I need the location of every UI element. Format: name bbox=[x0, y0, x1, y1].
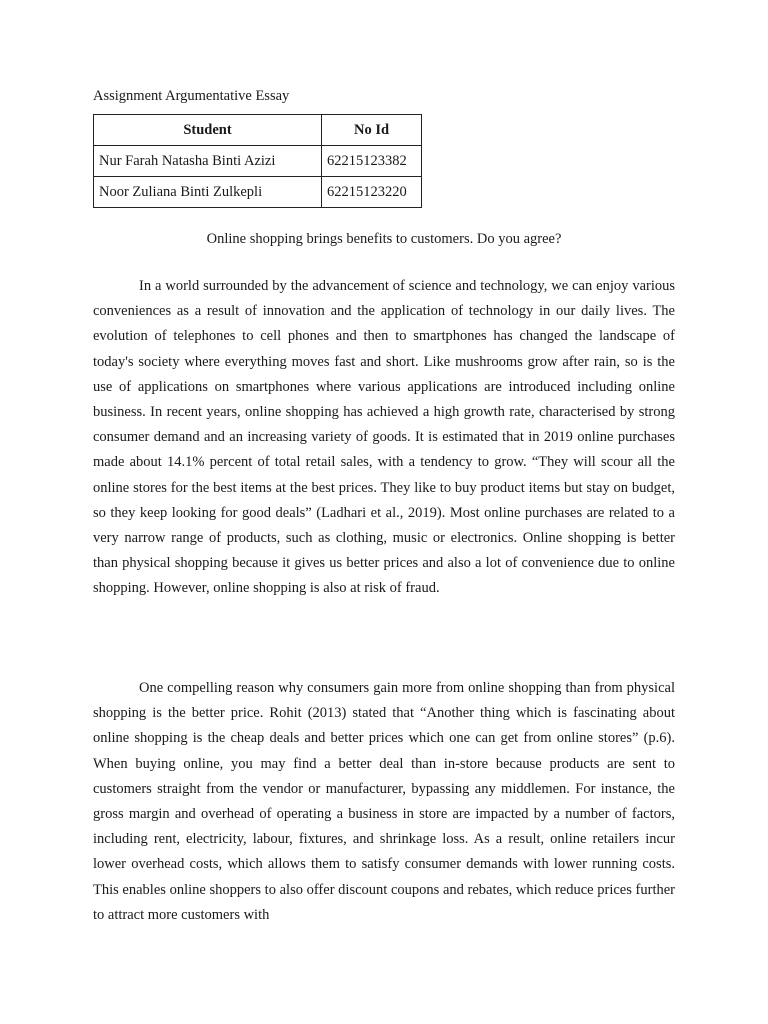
essay-question: Online shopping brings benefits to customers. Do you agree? bbox=[206, 231, 562, 247]
student-column-header: Student bbox=[94, 115, 322, 146]
body-paragraph: One compelling reason why consumers gain more from online shopping than from physical shopping is the better price. Rohit (2013) stated that “Another thing which is fascinating about online shopping is the cheap deals and better prices which one can get from online stores” (p.6). When buying online, you may find a better deal than in-store because products are sent to customers straight from the vendor or manufacturer, bypassing any middlemen. For instance, the gross margin and overhead of operating a business in store are impacted by a number of factors, including rent, electricity, labour, fixtures, and shrinkage loss. As a result, online retailers incur lower overhead costs, which allows them to satisfy consumer demands with lower running costs. This enables online shoppers to also offer discount coupons and rebates, which reduce prices further to attract more customers with bbox=[93, 680, 675, 923]
student-name-cell: Noor Zuliana Binti Zulkepli bbox=[94, 177, 322, 208]
no-id-column-header: No Id bbox=[322, 115, 422, 146]
assignment-heading: Assignment Argumentative Essay bbox=[93, 88, 290, 104]
table-row bbox=[94, 177, 422, 208]
student-id-cell: 62215123382 bbox=[322, 146, 422, 177]
student-id-cell: 62215123220 bbox=[322, 177, 422, 208]
table-row bbox=[94, 146, 422, 177]
student-table bbox=[93, 114, 422, 208]
body-paragraph: In a world surrounded by the advancement of science and technology, we can enjoy various conveniences as a result of innovation and the application of technology in our daily lives. The evolution of telephones to cell phones and then to smartphones has changed the landscape of today's society where everything moves fast and short. Like mushrooms grow after rain, so is the use of applications on smartphones where various applications are introduced including online business. In recent years, online shopping has achieved a high growth rate, characterised by strong consumer demand and an increasing variety of goods. It is estimated that in 2019 online purchases made about 14.1% percent of total retail sales, with a tendency to grow. “They will scour all the online stores for the best items at the best prices. They like to buy product items but stay on budget, so they keep looking for good deals” (Ladhari et al., 2019). Most online purchases are related to a very narrow range of products, such as clothing, music or electronics. Online shopping is better than physical shopping because it gives us better prices and also a lot of convenience due to online shopping. However, online shopping is also at risk of fraud. bbox=[93, 278, 675, 597]
table-header-row bbox=[94, 115, 422, 146]
student-name-cell: Nur Farah Natasha Binti Azizi bbox=[94, 146, 322, 177]
